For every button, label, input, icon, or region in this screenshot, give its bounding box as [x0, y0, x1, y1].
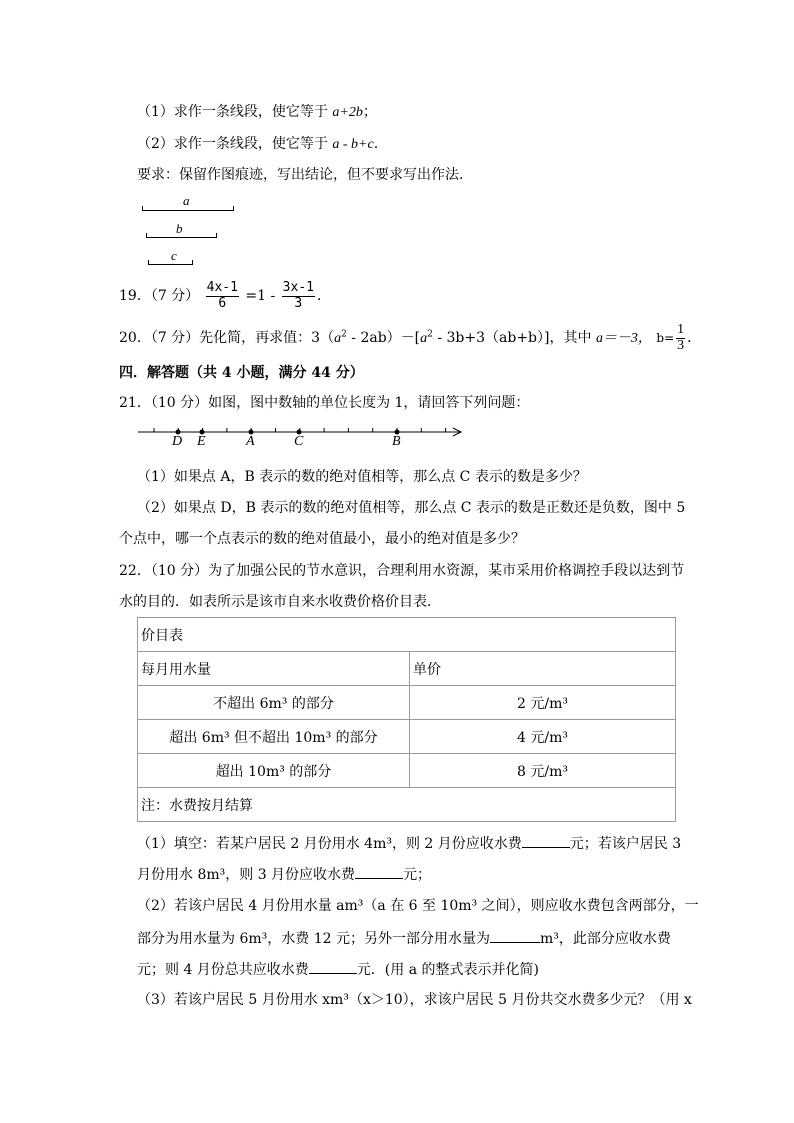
q22-sub1-text-d: 元； — [403, 867, 432, 883]
q22-sub2-text-e: 元．(用 a 的整式表示并化简) — [356, 962, 539, 978]
q22-sub1-text-c: 月份用水 8m³，则 3 月份应收水费 — [137, 867, 356, 883]
segment-c — [148, 264, 193, 265]
table-header-price: 单价 — [410, 652, 676, 686]
q22-sub3-line1: （3）若该户居民 5 月份用水 xm³（x＞10），求该户居民 5 月份共交水费多少元？（用 x — [137, 992, 692, 1008]
q19-fraction-1 — [206, 281, 239, 311]
answer-blank[interactable] — [355, 864, 403, 879]
q22-sub1-line1 — [137, 833, 681, 854]
q21-part2-line2: 个点中，哪一个点表示的数的绝对值最小，最小的绝对值是多少？ — [119, 531, 525, 547]
section-4-heading: 四．解答题（共 4 小题，满分 44 分） — [119, 365, 364, 381]
q18-requirement: 要求：保留作图痕迹，写出结论，但不要求写出作法． — [137, 167, 473, 183]
q20-a-term-1: a — [334, 331, 342, 346]
q20-b-numerator: 1 — [677, 322, 685, 337]
answer-blank[interactable] — [490, 928, 540, 943]
q20-exp-1: 2 — [341, 329, 347, 340]
q18-part1-text: （1）求作一条线段，使它等于 — [137, 104, 328, 120]
q22-sub2-text-c: m³，此部分应收水费 — [539, 931, 671, 947]
label-e: E — [197, 434, 206, 449]
q20 — [119, 320, 701, 357]
q19-denominator-2: 3 — [294, 296, 303, 311]
answer-blank[interactable] — [522, 833, 570, 848]
label-d: D — [172, 434, 183, 449]
q19-end: ． — [316, 288, 331, 304]
table-row — [138, 720, 676, 754]
q18-part2-expr: a - b+c — [332, 137, 374, 152]
q19-fraction-2 — [282, 281, 315, 311]
segment-a-label: a — [183, 193, 190, 208]
q21-head: 21．（10 分）如图，图中数轴的单位长度为 1，请回答下列问题： — [119, 395, 530, 411]
segment-b-label: b — [176, 221, 183, 236]
table-cell-price: 2 元/m³ — [410, 686, 676, 720]
q20-a-value: a＝－3， — [595, 331, 652, 346]
table-cell-usage: 超出 6m³ 但不超出 10m³ 的部分 — [138, 720, 410, 754]
q22-sub1-line2 — [137, 864, 431, 885]
q20-end: ． — [687, 330, 702, 346]
q22-sub1-text-a: （1）填空：若某户居民 2 月份用水 4m³，则 2 月份应收水费 — [137, 836, 522, 852]
q20-b-fraction — [676, 323, 685, 353]
q18-part2-end: . — [373, 136, 379, 152]
q20-head: 20．（7 分）先化简，再求值：3（ — [119, 330, 335, 346]
table-title-row — [138, 618, 676, 652]
q19-head: 19．（7 分） — [119, 288, 200, 304]
table-note: 注：水费按月结算 — [138, 788, 676, 822]
segment-a — [142, 210, 234, 211]
q21-part1: （1）如果点 A，B 表示的数的绝对值相等，那么点 C 表示的数是多少？ — [137, 469, 587, 485]
q22-sub2-text-d: 元；则 4 月份总共应收水费 — [137, 962, 309, 978]
q20-part-4: - 3b+3（ab+b）]，其中 — [432, 330, 592, 346]
q18-part1-expr: a+2b — [332, 105, 363, 120]
q19-numerator-1: 4x-1 — [206, 280, 238, 295]
q20-b-eq: b= — [656, 331, 675, 345]
q19 — [119, 278, 331, 314]
q22-sub2-line3 — [137, 959, 539, 980]
table-row — [138, 686, 676, 720]
q18-part2 — [137, 134, 378, 155]
answer-blank[interactable] — [309, 959, 357, 974]
label-c: C — [294, 434, 304, 449]
q20-part-2: - 2ab）－[ — [346, 330, 421, 346]
price-table — [137, 617, 676, 822]
segment-b — [146, 237, 217, 238]
q21-part2-line1: （2）如果点 D，B 表示的数的绝对值相等，那么点 C 表示的数是正数还是负数，图中 5 — [137, 500, 686, 516]
q22-sub2-line2 — [137, 928, 671, 949]
table-header-usage: 每月用水量 — [138, 652, 410, 686]
q19-mid: =1 - — [245, 288, 276, 304]
table-row — [138, 754, 676, 788]
q18-part1-end: ； — [362, 104, 377, 120]
q22-sub1-text-b: 元；若该户居民 3 — [569, 836, 682, 852]
q20-a-term-2: a — [420, 331, 428, 346]
q19-denominator-1: 6 — [218, 296, 227, 311]
label-a: A — [246, 434, 255, 449]
segment-c-label: c — [171, 248, 177, 263]
q22-head-line1: 22．（10 分）为了加强公民的节水意识，合理利用水资源，某市采用价格调控手段以达到节 — [119, 563, 685, 579]
table-cell-usage: 不超出 6m³ 的部分 — [138, 686, 410, 720]
q22-sub2-text-b: 部分为用水量为 6m³，水费 12 元；另外一部分用水量为 — [137, 931, 490, 947]
table-note-row — [138, 788, 676, 822]
table-cell-usage: 超出 10m³ 的部分 — [138, 754, 410, 788]
table-title: 价目表 — [138, 618, 676, 652]
q18-part1 — [137, 102, 377, 123]
q22-sub2-line1: （2）若该户居民 4 月份用水量 am³（a 在 6 至 10m³ 之间），则应收水费包含两部分，一 — [137, 898, 699, 914]
table-cell-price: 8 元/m³ — [410, 754, 676, 788]
table-header-row — [138, 652, 676, 686]
q19-numerator-2: 3x-1 — [282, 280, 314, 295]
q20-exp-2: 2 — [427, 329, 433, 340]
q20-b-denominator: 3 — [677, 338, 685, 353]
table-cell-price: 4 元/m³ — [410, 720, 676, 754]
q22-head-line2: 水的目的．如表所示是该市自来水收费价格价目表． — [119, 594, 441, 610]
label-b: B — [392, 434, 401, 449]
q18-part2-text: （2）求作一条线段，使它等于 — [137, 136, 328, 152]
